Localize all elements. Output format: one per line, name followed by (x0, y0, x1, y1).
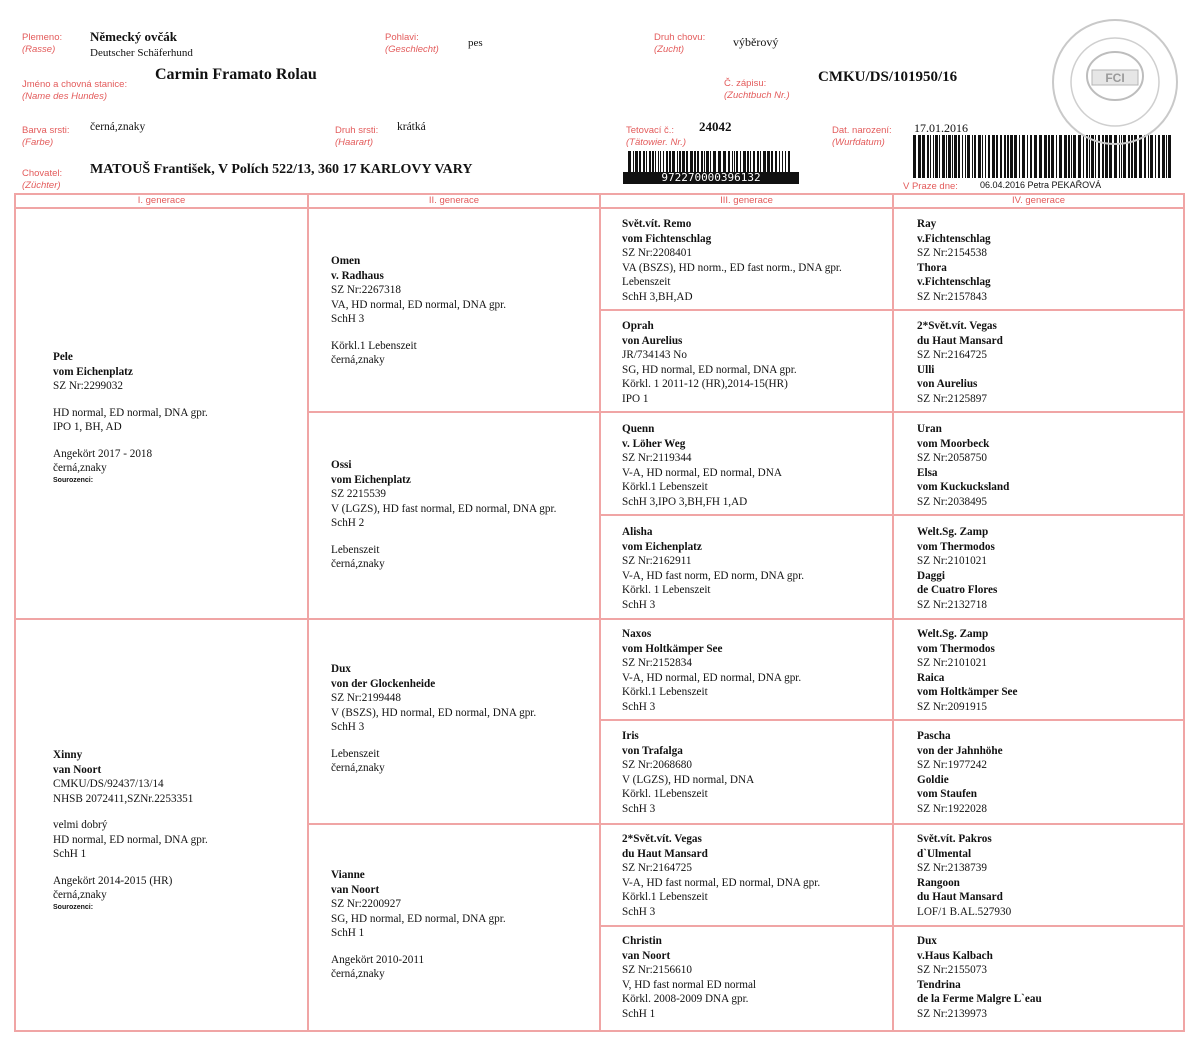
breeding-type-label: Druh chovu: (Zucht) (654, 32, 706, 55)
ancestor-reg: SZ Nr:2038495 (917, 495, 987, 508)
breeder-value: MATOUŠ František, V Polích 522/13, 360 17 KARLOVY VARY (90, 162, 473, 177)
ancestor-line: Körkl.1 Lebenszeit (622, 891, 708, 903)
ancestor-line: SZ Nr:2152834 (622, 657, 692, 669)
dob-value: 17.01.2016 (914, 121, 968, 135)
ancestor-kennel: vom Staufen (917, 788, 977, 800)
ancestor-reg: SZ Nr:2155073 (917, 964, 987, 976)
ancestor-reg: SZ Nr:2157843 (917, 290, 987, 303)
stamp-text: FCI (1105, 71, 1125, 85)
ancestor-kennel: vom Holtkämper See (917, 686, 1018, 698)
gen3-entry-3 (622, 422, 782, 509)
ancestor-kennel: vom Fichtenschlag (622, 232, 712, 245)
dam-line: SchH 1 (53, 848, 87, 860)
ancestor-name: Oprah (622, 320, 654, 332)
dog-name-label: Jméno a chovná stanice: (Name des Hundes) (22, 79, 128, 102)
breeder-label: Chovatel: (Züchter) (22, 168, 63, 191)
ancestor-line: SZ Nr:2119344 (622, 452, 692, 464)
dam-kennel: van Noort (53, 763, 102, 776)
ancestor-line: SZ Nr:2164725 (622, 862, 692, 874)
ancestor-kennel: van Noort (622, 949, 671, 962)
ancestor-kennel: vom Thermodos (917, 540, 995, 553)
ancestor-reg: SZ Nr:2101021 (917, 657, 987, 669)
ancestor-kennel: vom Thermodos (917, 642, 995, 655)
ancestor-line: SZ Nr:2156610 (622, 964, 692, 976)
dam-line: CMKU/DS/92437/13/14 (53, 778, 164, 790)
ancestor-line: Lebenszeit (331, 543, 380, 556)
ancestor-line: Körkl. 1Lebenszeit (622, 788, 708, 800)
gen4-pair-8 (917, 934, 1042, 1021)
ancestor-name: Welt.Sg. Zamp (917, 628, 989, 640)
ancestor-line: Körkl.1 Lebenszeit (622, 481, 708, 493)
sire-kennel: vom Eichenplatz (53, 365, 133, 378)
ancestor-reg: SZ Nr:2091915 (917, 700, 987, 713)
ancestor-name: Vianne (331, 869, 365, 881)
ancestor-name: Rangoon (917, 876, 960, 889)
gen3-entry-7 (622, 832, 820, 919)
studbook-number: CMKU/DS/101950/16 (818, 69, 958, 85)
color-value: černá,znaky (90, 121, 146, 133)
sex-value: pes (468, 37, 483, 49)
gen3-entry-4 (622, 525, 804, 612)
ancestor-line: SchH 3,IPO 3,BH,FH 1,AD (622, 495, 748, 508)
ancestor-kennel: von der Glockenheide (331, 677, 436, 690)
ancestor-line: SG, HD normal, ED normal, DNA gpr. (331, 912, 506, 925)
ancestor-line: SchH 2 (331, 517, 365, 529)
ancestor-name: Quenn (622, 423, 655, 435)
gen3-entry-5 (622, 627, 801, 714)
dob-label: Dat. narození: (Wurfdatum) (832, 125, 892, 148)
gen4-pair-4 (917, 525, 997, 612)
ancestor-line: černá,znaky (331, 354, 385, 366)
tattoo-barcode (628, 151, 794, 173)
ancestor-line: V (BSZS), HD normal, ED normal, DNA gpr. (331, 706, 537, 719)
ancestor-name: Daggi (917, 569, 945, 582)
generation-4-header: IV. generace (1012, 195, 1065, 206)
ancestor-line: SchH 1 (622, 1007, 656, 1020)
ancestor-kennel: van Noort (331, 883, 380, 896)
gen4-pair-3 (917, 422, 1009, 509)
gen3-entry-8 (622, 934, 756, 1021)
ancestor-line: SchH 3,BH,AD (622, 290, 693, 303)
dam-name: Xinny (53, 749, 83, 761)
ancestor-line: Lebenszeit (622, 276, 671, 288)
breed-label: Plemeno: (Rasse) (22, 32, 63, 55)
ancestor-line: SchH 3 (331, 721, 365, 733)
ancestor-name: Ossi (331, 459, 352, 471)
generation-1-header: I. generace (137, 195, 186, 206)
ancestor-name: Goldie (917, 773, 949, 786)
ancestor-kennel: du Haut Mansard (622, 847, 708, 860)
ancestor-line: JR/734143 No (622, 349, 687, 361)
ancestor-line: V-A, HD normal, ED normal, DNA (622, 466, 782, 479)
ancestor-line: Angekört 2010-2011 (331, 953, 425, 966)
gen4-pair-6 (917, 729, 1003, 816)
ancestor-kennel: vom Moorbeck (917, 437, 990, 450)
dam-line: HD normal, ED normal, DNA gpr. (53, 833, 208, 846)
ancestor-name: Dux (917, 935, 937, 947)
ancestor-line: IPO 1 (622, 392, 649, 405)
ancestor-reg: SZ Nr:1922028 (917, 802, 987, 815)
sire-entry (53, 350, 208, 485)
ancestor-name: 2*Svět.vít. Vegas (622, 833, 702, 845)
gen3-entry-6 (622, 729, 754, 816)
ancestor-line: černá,znaky (331, 968, 385, 980)
ancestor-kennel: v. Löher Weg (622, 437, 686, 450)
ancestor-line: SG, HD normal, ED normal, DNA gpr. (622, 363, 797, 376)
dam-line: černá,znaky (53, 889, 107, 901)
coat-value: krátká (397, 121, 426, 133)
fci-stamp-icon (1040, 14, 1190, 154)
gen4-pair-1 (917, 217, 991, 304)
ancestor-name: Omen (331, 255, 361, 267)
ancestor-kennel: vom Eichenplatz (331, 473, 411, 486)
ancestor-kennel: von Aurelius (622, 334, 683, 347)
ancestor-line: V-A, HD fast normal, ED normal, DNA gpr. (622, 876, 821, 889)
ancestor-reg: SZ Nr:2132718 (917, 598, 987, 611)
ancestor-kennel: v.Haus Kalbach (917, 949, 993, 962)
ancestor-name: Elsa (917, 466, 938, 479)
ancestor-kennel: v. Radhaus (331, 269, 384, 282)
ancestor-name: Christin (622, 935, 662, 947)
ancestor-line: SZ Nr:2208401 (622, 247, 692, 259)
studbook-label: Č. zápisu: (Zuchtbuch Nr.) (724, 78, 790, 101)
ancestor-line: SZ Nr:2199448 (331, 692, 401, 704)
ancestor-line: SZ Nr:2200927 (331, 898, 401, 910)
ancestor-line: SchH 3 (622, 802, 656, 815)
sex-label: Pohlavi: (Geschlecht) (385, 32, 439, 55)
ancestor-line: V, HD fast normal ED normal (622, 978, 757, 991)
gen2-entry-3 (331, 662, 536, 776)
tattoo-number: 24042 (699, 119, 732, 134)
ancestor-kennel: von Aurelius (917, 378, 978, 390)
ancestor-kennel: du Haut Mansard (917, 891, 1003, 903)
ancestor-line: SchH 3 (622, 598, 656, 611)
ancestor-name: Welt.Sg. Zamp (917, 526, 989, 538)
ancestor-reg: SZ Nr:1977242 (917, 759, 987, 771)
issued-value: 06.04.2016 Petra PEKAŘOVÁ (980, 180, 1102, 190)
sire-line: HD normal, ED normal, DNA gpr. (53, 406, 208, 419)
ancestor-kennel: de Cuatro Flores (917, 584, 998, 596)
ancestor-name: 2*Svět.vít. Vegas (917, 320, 997, 332)
ancestor-name: Thora (917, 261, 947, 274)
dam-entry (53, 748, 208, 912)
ancestor-line: VA (BSZS), HD norm., ED fast norm., DNA gpr. (622, 261, 842, 274)
ancestor-line: SZ Nr:2068680 (622, 759, 692, 771)
ancestor-line: Körkl.1 Lebenszeit (622, 686, 708, 698)
gen3-entry-2 (622, 319, 797, 406)
sire-line: IPO 1, BH, AD (53, 421, 122, 433)
ancestor-name: Dux (331, 663, 351, 675)
ancestor-line: SZ 2215539 (331, 488, 387, 500)
ancestor-name: Svět.vít. Remo (622, 218, 692, 230)
ancestor-kennel: du Haut Mansard (917, 334, 1003, 347)
gen3-entry-1 (622, 217, 842, 304)
ancestor-kennel: von Trafalga (622, 744, 683, 757)
ancestor-line: V-A, HD fast norm, ED norm, DNA gpr. (622, 569, 804, 582)
issued-label: V Praze dne: (903, 181, 958, 192)
ancestor-reg: SZ Nr:2154538 (917, 247, 987, 259)
ancestor-name: Pascha (917, 730, 951, 742)
ancestor-reg: SZ Nr:2138739 (917, 862, 987, 874)
ancestor-name: Ray (917, 218, 937, 230)
ancestor-line: V (LGZS), HD fast normal, ED normal, DNA gpr. (331, 502, 557, 515)
ancestor-name: Alisha (622, 526, 653, 538)
ancestor-kennel: vom Kuckucksland (917, 481, 1010, 493)
ancestor-line: VA, HD normal, ED normal, DNA gpr. (331, 298, 507, 311)
gen2-entry-4 (331, 868, 506, 982)
ancestor-line: Körkl.1 Lebenszeit (331, 339, 417, 352)
ancestor-kennel: d`Ulmental (917, 847, 972, 860)
ancestor-kennel: von der Jahnhöhe (917, 744, 1003, 757)
ancestor-line: SchH 3 (331, 313, 365, 325)
ancestor-kennel: v.Fichtenschlag (917, 232, 991, 245)
breed-name-de: Deutscher Schäferhund (90, 47, 193, 59)
generation-3-header: III. generace (720, 195, 773, 206)
ancestor-name: Raica (917, 671, 945, 684)
sire-name: Pele (53, 351, 73, 363)
ancestor-line: SZ Nr:2162911 (622, 555, 692, 567)
color-label: Barva srsti: (Farbe) (22, 125, 70, 148)
gen2-entry-1 (331, 254, 506, 368)
ancestor-reg: SZ Nr:2125897 (917, 392, 987, 405)
ancestor-line: V (LGZS), HD normal, DNA (622, 773, 755, 786)
sire-siblings-label: Sourozenci: (53, 476, 94, 484)
ancestor-line: Körkl. 2008-2009 DNA gpr. (622, 993, 749, 1005)
ancestor-reg: SZ Nr:2058750 (917, 452, 987, 464)
sire-line: černá,znaky (53, 462, 107, 474)
breeding-type-value: výběrový (733, 35, 779, 49)
ancestor-line: SchH 3 (622, 905, 656, 918)
ancestor-reg: SZ Nr:2101021 (917, 555, 987, 567)
ancestor-line: SchH 1 (331, 927, 365, 939)
sire-line: Angekört 2017 - 2018 (53, 447, 153, 460)
ancestor-reg: SZ Nr:2164725 (917, 349, 987, 361)
generation-2-header: II. generace (428, 195, 480, 206)
tattoo-barcode-number: 972270000396132 (623, 172, 799, 184)
sire-line: SZ Nr:2299032 (53, 380, 123, 392)
ancestor-name: Naxos (622, 628, 652, 640)
ancestor-line: SchH 3 (622, 700, 656, 713)
ancestor-reg: LOF/1 B.AL.527930 (917, 905, 1012, 918)
dam-line: Angekört 2014-2015 (HR) (53, 874, 173, 887)
ancestor-line: černá,znaky (331, 762, 385, 774)
ancestor-line: SZ Nr:2267318 (331, 284, 401, 296)
ancestor-reg: SZ Nr:2139973 (917, 1007, 987, 1020)
ancestor-name: Uran (917, 423, 942, 435)
dam-line: velmi dobrý (53, 819, 108, 831)
ancestor-line: černá,znaky (331, 558, 385, 570)
ancestor-line: V-A, HD normal, ED normal, DNA gpr. (622, 671, 802, 684)
ancestor-line: Körkl. 1 Lebenszeit (622, 584, 711, 596)
ancestor-line: Lebenszeit (331, 747, 380, 760)
gen4-pair-2 (917, 319, 1003, 406)
ancestor-kennel: vom Eichenplatz (622, 540, 702, 553)
gen2-entry-2 (331, 458, 556, 572)
ancestor-name: Tendrina (917, 978, 961, 991)
ancestor-kennel: v.Fichtenschlag (917, 276, 991, 288)
dog-name: Carmin Framato Rolau (155, 66, 317, 83)
ancestor-line: Körkl. 1 2011-12 (HR),2014-15(HR) (622, 378, 788, 390)
dam-siblings-label: Sourozenci: (53, 903, 94, 911)
ancestor-kennel: de la Ferme Malgre L`eau (917, 993, 1042, 1005)
dam-line: NHSB 2072411,SZNr.2253351 (53, 792, 194, 805)
breed-name-cz: Německý ovčák (90, 29, 178, 44)
gen4-pair-5 (917, 627, 1017, 714)
ancestor-name: Svět.vít. Pakros (917, 833, 992, 845)
gen4-pair-7 (917, 832, 1011, 919)
ancestor-name: Iris (622, 730, 639, 742)
tattoo-label: Tetovací č.: (Tätowier. Nr.) (626, 125, 686, 148)
ancestor-kennel: vom Holtkämper See (622, 642, 723, 655)
coat-label: Druh srsti: (Haarart) (335, 125, 379, 148)
ancestor-name: Ulli (917, 363, 935, 376)
